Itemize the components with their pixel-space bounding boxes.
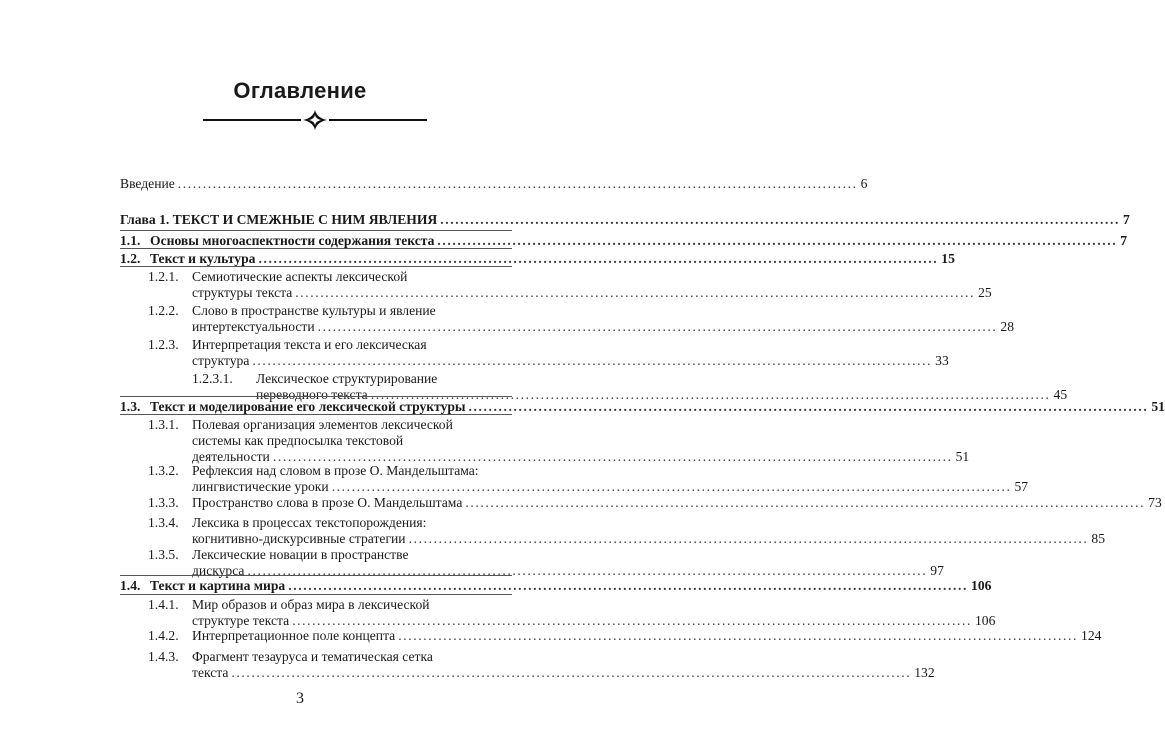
toc-entry-1-4-3[interactable] bbox=[120, 649, 935, 681]
section-divider bbox=[120, 266, 512, 267]
toc-number: 1.2.3. bbox=[148, 337, 179, 352]
toc-entry-1-4-1[interactable] bbox=[120, 597, 996, 629]
toc-title-line: Лексическое структурирование bbox=[256, 371, 438, 386]
toc-title-line: дискурса bbox=[192, 563, 245, 578]
leader-dots: ........................................................................................................................................ bbox=[247, 563, 928, 578]
toc-page: 45 bbox=[1053, 387, 1068, 402]
toc-page: 7 bbox=[1123, 212, 1130, 227]
toc-number: 1.2.3.1. bbox=[192, 371, 233, 386]
leader-dots: ........................................................................................................................................ bbox=[440, 212, 1121, 227]
toc-page: 132 bbox=[914, 665, 935, 680]
toc-number: 1.3.4. bbox=[148, 515, 179, 530]
leader-dots: ........................................................................................................................................ bbox=[317, 319, 998, 334]
toc-title-line: интертекстуальности bbox=[192, 319, 315, 334]
toc-page: 25 bbox=[978, 285, 992, 300]
toc-title: Основы многоаспектности содержания текста bbox=[150, 233, 435, 248]
toc-number: 1.1. bbox=[120, 233, 141, 248]
toc-number: 1.4.3. bbox=[148, 649, 179, 664]
leader-dots: ........................................................................................................................................ bbox=[468, 399, 1149, 414]
toc-title-line: Полевая организация элементов лексической bbox=[192, 417, 453, 432]
toc-title: Введение bbox=[120, 176, 175, 191]
toc-title-line: лингвистические уроки bbox=[192, 479, 329, 494]
toc-title: Текст и картина мира bbox=[150, 578, 286, 593]
toc-entry-chapter-1[interactable] bbox=[120, 212, 1130, 228]
leader-dots: ........................................................................................................................................ bbox=[272, 449, 953, 464]
toc-title-line: структуре текста bbox=[192, 613, 290, 628]
toc-page: 57 bbox=[1014, 479, 1029, 494]
toc-entry-1-3-3[interactable] bbox=[120, 495, 1162, 511]
leader-dots: ........................................................................................................................................ bbox=[292, 613, 972, 628]
toc-page: 85 bbox=[1091, 531, 1105, 546]
toc-number: 1.3.2. bbox=[148, 463, 179, 478]
toc-page: 51 bbox=[955, 449, 970, 464]
leader-dots: ........................................................................................................................................ bbox=[288, 578, 969, 593]
toc-number: 1.2. bbox=[120, 251, 141, 266]
toc-title-line: Рефлексия над словом в прозе О. Мандельштама: bbox=[192, 463, 479, 478]
toc-page: 97 bbox=[930, 563, 944, 578]
toc-number: 1.4.1. bbox=[148, 597, 179, 612]
toc-entry-1-1[interactable] bbox=[120, 233, 1127, 249]
toc-page: 7 bbox=[1120, 233, 1127, 248]
section-divider bbox=[120, 414, 512, 415]
toc-title-line: Лексика в процессах текстопорождения: bbox=[192, 515, 427, 530]
leader-dots: ........................................................................................................................................ bbox=[437, 233, 1118, 248]
toc-entry-intro[interactable] bbox=[120, 176, 868, 192]
toc-entry-1-3-1[interactable] bbox=[120, 417, 970, 465]
toc-entry-1-3-4[interactable] bbox=[120, 515, 1105, 547]
leader-dots: ........................................................................................................................................ bbox=[398, 628, 1079, 643]
toc-title-line: текста bbox=[192, 665, 229, 680]
leader-dots: ........................................................................................................................................ bbox=[258, 251, 939, 266]
toc-page: 33 bbox=[935, 353, 949, 368]
leader-dots: ........................................................................................................................................ bbox=[331, 479, 1012, 494]
toc-page: 28 bbox=[1000, 319, 1014, 334]
leader-dots: ........................................................................................................................................ bbox=[231, 665, 912, 680]
title-ornament bbox=[203, 109, 427, 131]
toc-entry-1-2[interactable] bbox=[120, 251, 955, 267]
leader-dots: ........................................................................................................................................ bbox=[408, 531, 1089, 546]
toc-title-line: Пространство слова в прозе О. Мандельштама bbox=[192, 495, 463, 510]
toc-page: 73 bbox=[1148, 495, 1162, 510]
toc-title-line: деятельности bbox=[192, 449, 270, 464]
toc-title-line: системы как предпосылка текстовой bbox=[192, 433, 404, 448]
toc-number: 1.3.3. bbox=[148, 495, 179, 510]
toc-title-line: Интерпретация текста и его лексическая bbox=[192, 337, 427, 352]
toc-title-line: Слово в пространстве культуры и явление bbox=[192, 303, 436, 318]
toc-title: Текст и культура bbox=[150, 251, 256, 266]
section-divider bbox=[120, 575, 512, 576]
leader-dots: ........................................................................................................................................ bbox=[295, 285, 976, 300]
toc-number: 1.3.1. bbox=[148, 417, 179, 432]
toc-number: 1.3. bbox=[120, 399, 141, 414]
section-divider bbox=[120, 396, 512, 397]
toc-entry-1-3-2[interactable] bbox=[120, 463, 1029, 495]
section-divider bbox=[120, 594, 512, 595]
toc-title-line: переводного текста bbox=[256, 387, 368, 402]
leader-dots: ........................................................................................................................................ bbox=[177, 176, 858, 191]
toc-page: 106 bbox=[974, 613, 996, 628]
toc-title-line: структура bbox=[192, 353, 250, 368]
toc-page: 6 bbox=[860, 176, 868, 191]
leader-dots: ........................................................................................................................................ bbox=[370, 387, 1051, 402]
toc-title-line: Мир образов и образ мира в лексической bbox=[192, 597, 430, 612]
section-divider bbox=[120, 230, 512, 231]
toc-title-line: структуры текста bbox=[192, 285, 293, 300]
toc-number: 1.2.1. bbox=[148, 269, 179, 284]
toc-entry-1-4-2[interactable] bbox=[120, 628, 1102, 644]
toc-page: 106 bbox=[971, 578, 992, 593]
section-divider bbox=[120, 248, 512, 249]
toc-title-line: Фрагмент тезауруса и тематическая сетка bbox=[192, 649, 433, 664]
toc-entry-1-2-1[interactable] bbox=[120, 269, 992, 301]
toc-page: 124 bbox=[1081, 628, 1102, 643]
toc-entry-1-2-3[interactable] bbox=[120, 337, 949, 369]
toc-number: 1.3.5. bbox=[148, 547, 179, 562]
toc-page: 51 bbox=[1151, 399, 1165, 414]
toc-entry-1-4[interactable] bbox=[120, 578, 992, 594]
toc-number: 1.4.2. bbox=[148, 628, 179, 643]
toc-page: 15 bbox=[941, 251, 955, 266]
page-title: Оглавление bbox=[233, 78, 367, 103]
toc-entry-1-2-2[interactable] bbox=[120, 303, 1014, 335]
toc-title-line: когнитивно-дискурсивные стратегии bbox=[192, 531, 406, 546]
leader-dots: ........................................................................................................................................ bbox=[252, 353, 933, 368]
toc-number: 1.4. bbox=[120, 578, 141, 593]
toc-entry-1-3[interactable] bbox=[120, 399, 1165, 415]
toc-number: 1.2.2. bbox=[148, 303, 179, 318]
page-number: 3 bbox=[296, 690, 304, 707]
toc-title-line: Семиотические аспекты лексической bbox=[192, 269, 408, 284]
toc-title: Глава 1. ТЕКСТ И СМЕЖНЫЕ С НИМ ЯВЛЕНИЯ bbox=[120, 212, 438, 227]
toc-title: Текст и моделирование его лексической структуры bbox=[150, 399, 466, 414]
toc-title-line: Интерпретационное поле концепта bbox=[192, 628, 396, 643]
leader-dots: ........................................................................................................................................ bbox=[465, 495, 1146, 510]
toc-title-line: Лексические новации в пространстве bbox=[192, 547, 409, 562]
